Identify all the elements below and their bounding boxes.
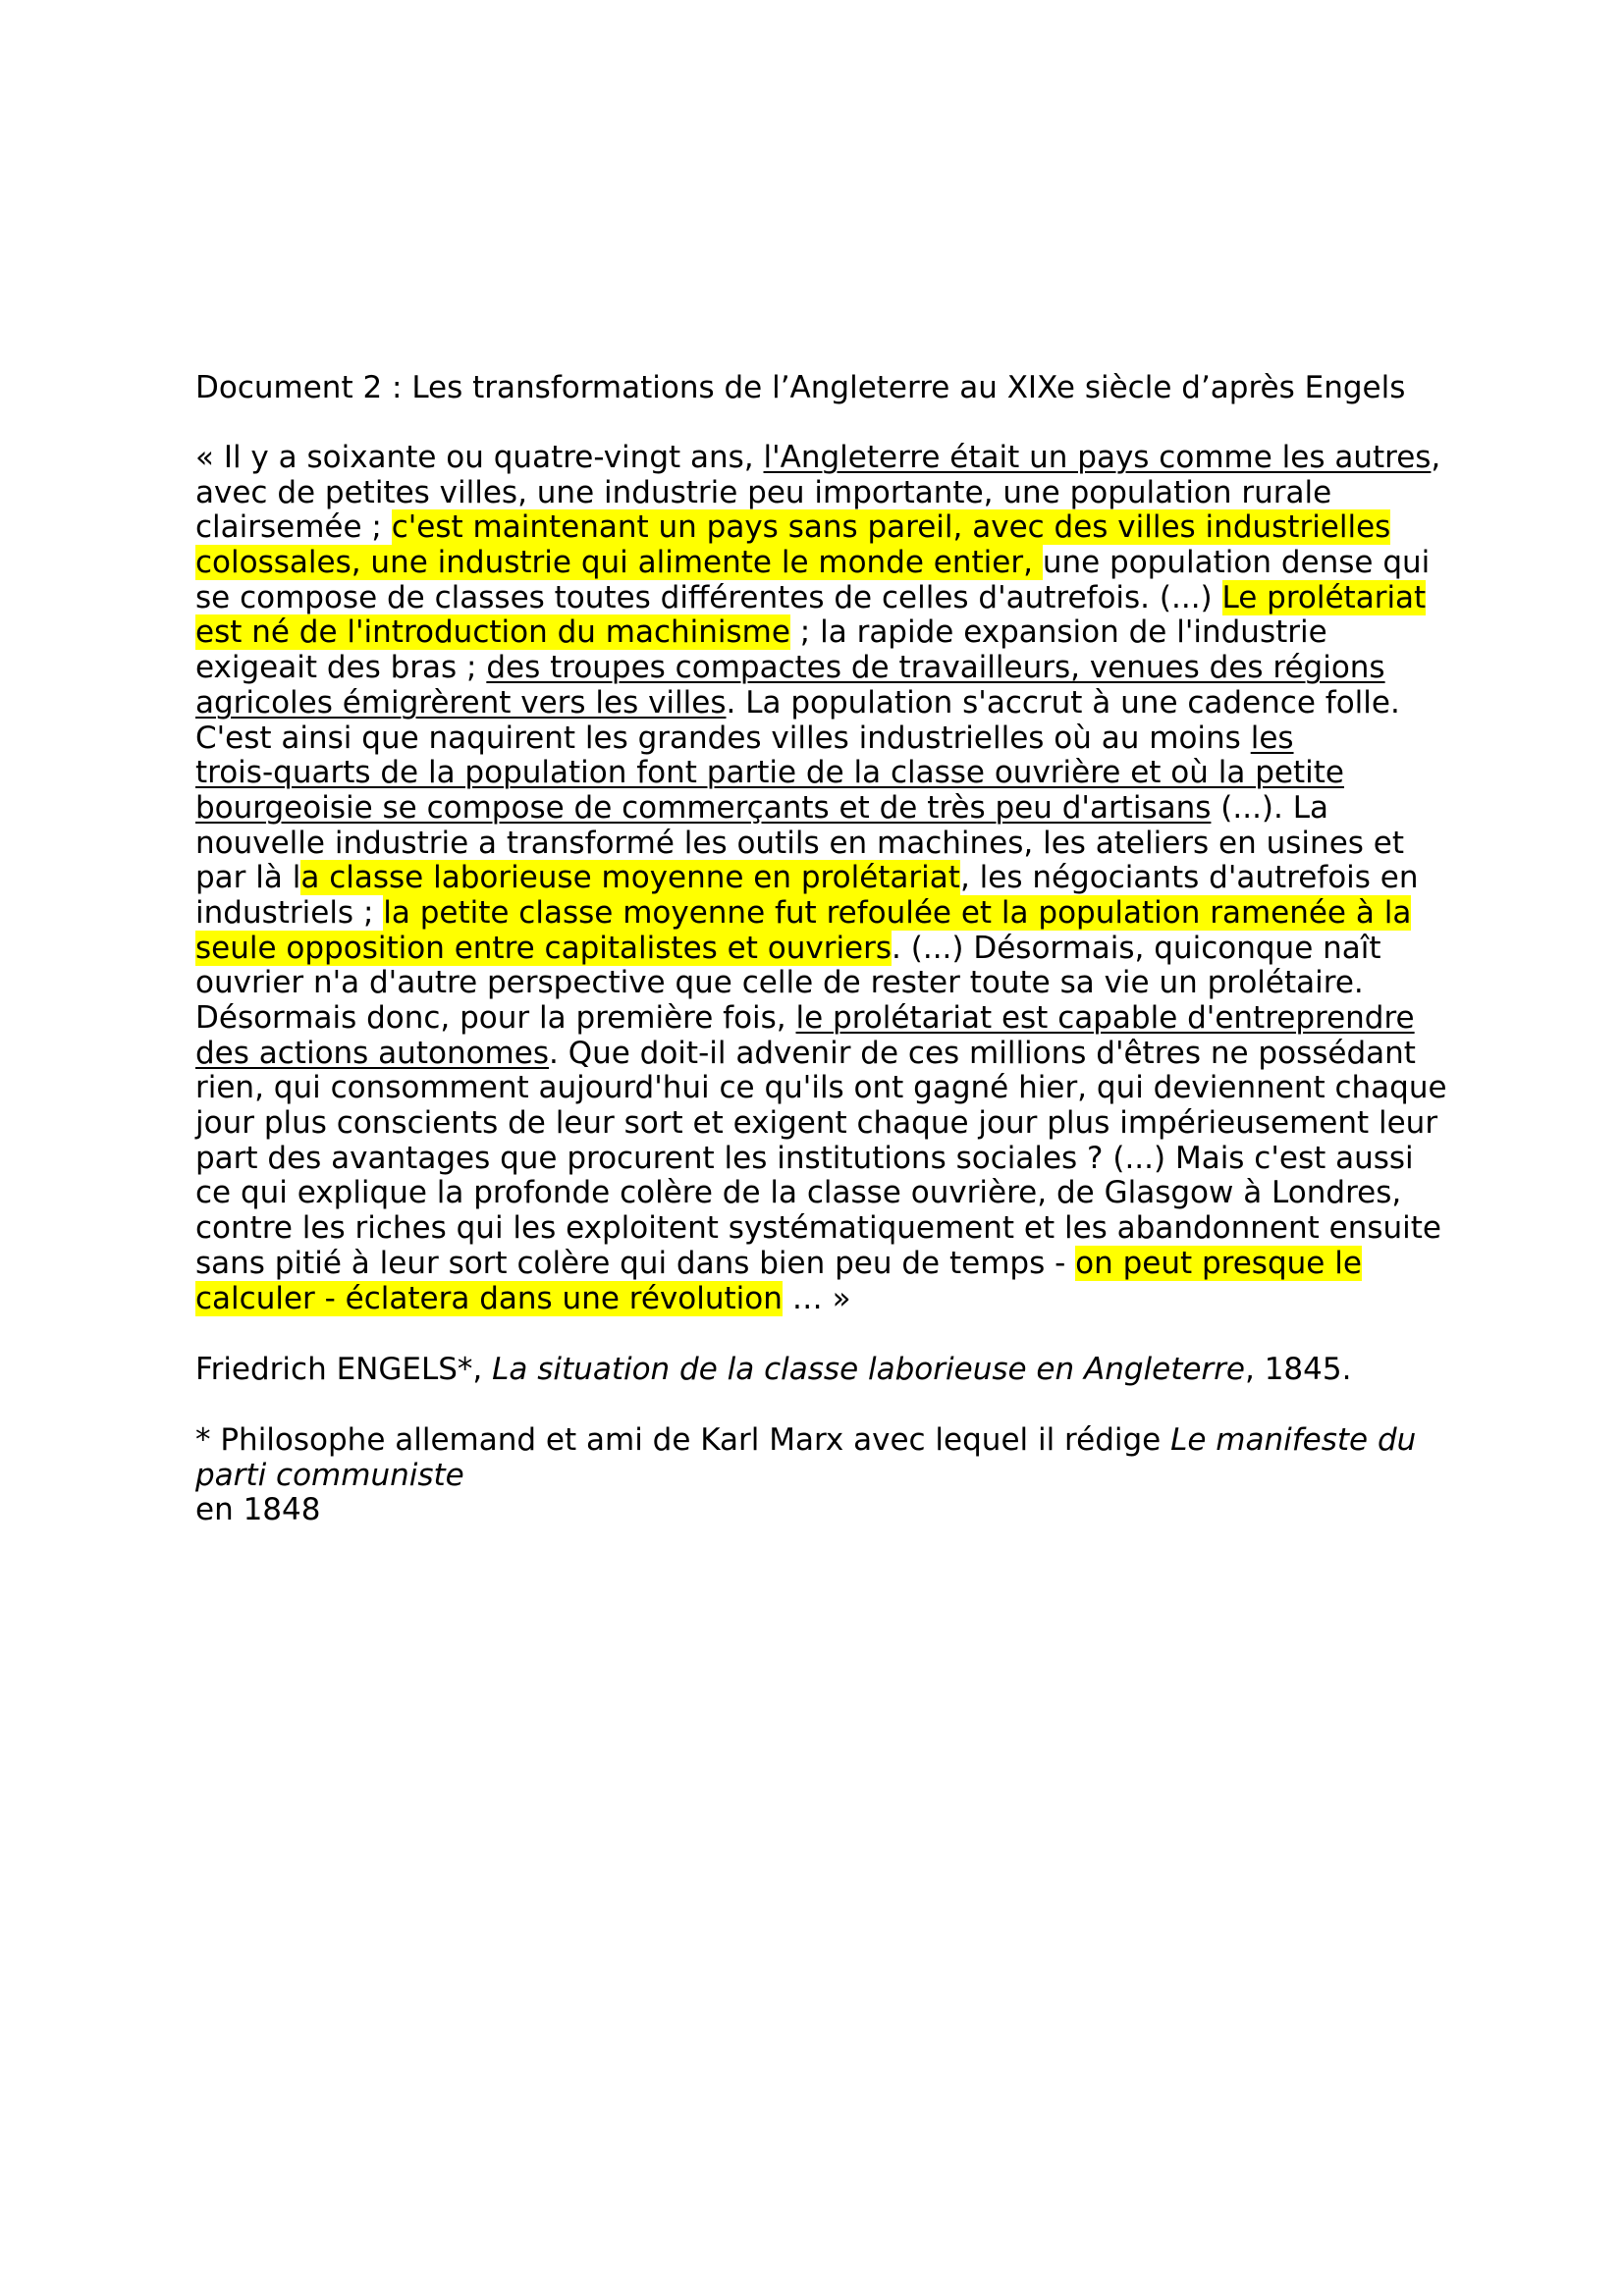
quote-text-segment: industriels ; [195,894,384,931]
quote-text-segment: exigeait des bras ; [195,650,487,686]
highlighted-text: seule opposition entre capitalistes et ouvriers [195,930,893,966]
quote-text-segment: ; la rapide expansion de l'industrie [789,614,1327,651]
quote-line [195,546,1472,581]
source-year: , 1845. [1245,1352,1352,1387]
quote-line [195,932,1472,967]
underlined-text: des actions autonomes [195,1035,549,1071]
quote-text-segment: (...). La [1211,789,1328,826]
quote-line [195,896,1472,932]
quote-text-segment: sans pitié à leur sort colère qui dans bien peu de temps - [195,1245,1076,1281]
source-work-title: La situation de la classe laborieuse en Angleterre [492,1352,1245,1387]
underlined-text: des troupes compactes de travailleurs, venues des régions [486,650,1385,686]
quote-line [195,441,1472,476]
source-author: Friedrich ENGELS*, [195,1352,493,1387]
quote-line [195,1247,1472,1282]
quote-text-segment: nouvelle industrie a transformé les outils en machines, les ateliers en usines et [195,825,1404,861]
quote-line [195,1071,1472,1106]
highlighted-text: la petite classe moyenne fut refoulée et la population ramenée à la [383,894,1412,931]
quote-line [195,1211,1472,1247]
highlighted-text: colossales, une industrie qui alimente le monde entier, [195,545,1043,581]
quote-line [195,1282,1472,1317]
source-citation [195,1353,1472,1388]
quote-text-segment: contre les riches qui les exploitent systématiquement et les abandonnent ensuite [195,1210,1442,1247]
highlighted-text: Le prolétariat [1221,579,1427,615]
underlined-text: le prolétariat est capable d'entreprendre [795,1000,1415,1036]
footnote-text: * Philosophe allemand et ami de Karl Marx avec lequel il rédige [195,1422,1171,1458]
quote-text-segment: clairsemée ; [195,509,392,546]
quote-line [195,1001,1472,1037]
quote-text-segment: . Que doit-il advenir de ces millions d'êtres ne possédant [548,1035,1416,1071]
quote-line [195,721,1472,757]
quote-text-segment: … » [782,1280,851,1316]
quote-text-segment: Désormais donc, pour la première fois, [195,1000,796,1036]
quote-text-segment: ouvrier n'a d'autre perspective que celle de rester toute sa vie un prolétaire. [195,965,1364,1001]
quote-line [195,1037,1472,1072]
quote-line [195,1176,1472,1211]
quote-line [195,827,1472,862]
quote-text [195,441,1472,1316]
quote-line [195,1142,1472,1177]
quote-text-segment: , [1431,440,1441,475]
quote-line [195,510,1472,546]
quote-text-segment: , les négociants d'autrefois en [959,860,1419,896]
highlighted-text: est né de l'introduction du machinisme [195,614,790,651]
quote-line [195,581,1472,616]
quote-line [195,861,1472,896]
highlighted-text: a classe laborieuse moyenne en prolétariat [300,860,960,896]
quote-text-segment: avec de petites villes, une industrie peu importante, une population rurale [195,474,1332,510]
quote-line [195,1106,1472,1142]
footnote-italic-title: Le manifeste du [1170,1422,1417,1458]
quote-text-segment: part des avantages que procurent les institutions sociales ? (...) Mais c'est aussi [195,1140,1414,1176]
quote-text-segment: par là l [195,860,301,896]
quote-line [195,756,1472,791]
quote-line [195,651,1472,686]
quote-text-segment: une population dense qui [1042,545,1431,581]
quote-text-segment: ce qui explique la profonde colère de la classe ouvrière, de Glasgow à Londres, [195,1175,1402,1211]
footnote-line [195,1423,1472,1459]
quote-text-segment: rien, qui consomment aujourd'hui ce qu'ils ont gagné hier, qui deviennent chaque [195,1070,1447,1106]
document-title: Document 2 : Les transformations de l’Angleterre au XIXe siècle d’après Engels [195,370,1406,405]
quote-text-segment: se compose de classes toutes différentes de celles d'autrefois. (...) [195,579,1222,615]
underlined-text: trois-quarts de la population font partie de la classe ouvrière et où la petite [195,755,1344,791]
highlighted-text: on peut presque le [1075,1245,1362,1281]
quote-line [195,615,1472,651]
quote-line [195,966,1472,1001]
footnote-italic-title-continued: parti communiste [195,1457,464,1493]
quote-text-segment: C'est ainsi que naquirent les grandes villes industrielles où au moins [195,720,1251,756]
underlined-text: les [1250,720,1294,756]
quote-text-segment: « Il y a soixante ou quatre-vingt ans, [195,440,764,475]
underlined-text: l'Angleterre était un pays comme les autres [763,440,1432,475]
quote-line [195,791,1472,827]
quote-line [195,476,1472,511]
underlined-text: agricoles émigrèrent vers les villes [195,684,727,721]
quote-text-segment: jour plus conscients de leur sort et exigent chaque jour plus impérieusement leur [195,1105,1438,1142]
footnote-year: en 1848 [195,1492,321,1528]
highlighted-text: c'est maintenant un pays sans pareil, avec des villes industrielles [391,509,1391,546]
quote-text-segment: . (...) Désormais, quiconque naît [892,930,1381,966]
highlighted-text: calculer - éclatera dans une révolution [195,1280,783,1316]
underlined-text: bourgeoisie se compose de commerçants et de très peu d'artisans [195,789,1212,826]
footnote [195,1423,1472,1528]
quote-line [195,686,1472,721]
quote-text-segment: . La population s'accrut à une cadence folle. [726,684,1400,721]
